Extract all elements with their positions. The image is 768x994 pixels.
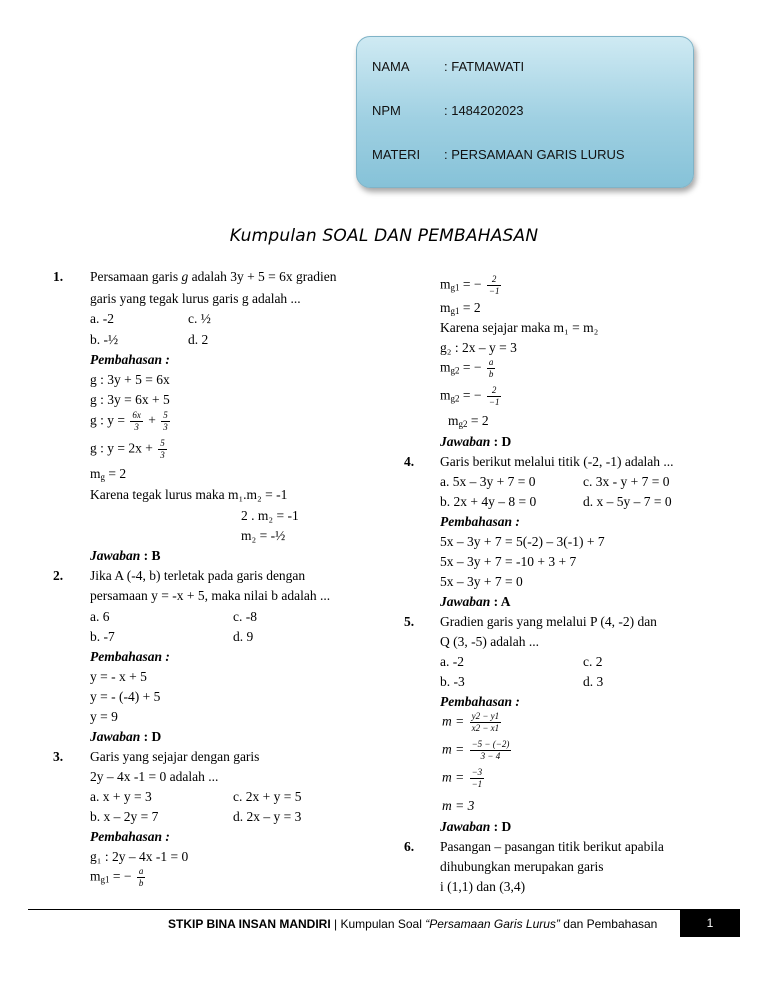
solution-step: g : y = $\frac{6x}{3}$ + $\frac{5}{3}$ <box>90 410 168 432</box>
pembahasan-heading: Pembahasan : <box>440 514 520 529</box>
option-a: a. 5x – 3y + 7 = 0 <box>440 474 536 489</box>
fraction: $\frac{6x}{3}$ <box>132 410 141 432</box>
fraction: $\frac{2}{-1}$ <box>488 385 500 407</box>
answer: Jawaban : D <box>440 434 512 449</box>
solution-step: $m_{g1} = 2$ <box>440 300 481 316</box>
solution-step: $m_{g1}$ = − $\frac{a}{b}$ <box>90 866 144 888</box>
solution-step: m = $\frac{y2 - y1}{x2 - x1}$ <box>442 711 500 733</box>
option-b: b. -½ <box>90 332 119 347</box>
solution-step: g : y = 2x + $\frac{5}{3}$ <box>90 438 165 460</box>
option-c: c. 2x + y = 5 <box>233 789 302 804</box>
solution-step: $m_{g1}$ = − $\frac{2}{-1}$ <box>440 274 500 296</box>
question-number: 6. <box>404 839 415 854</box>
fraction: $\frac{5}{3}$ <box>163 410 168 432</box>
option-c: c. 2 <box>583 654 603 669</box>
fraction: $\frac{a}{b}$ <box>488 357 494 379</box>
solution-step: m = 3 <box>442 798 475 813</box>
answer: Jawaban : D <box>90 729 162 744</box>
solution-step: m = $\frac{-3}{-1}$ <box>442 767 483 789</box>
question-text: Garis berikut melalui titik (-2, -1) adalah ... <box>440 454 674 469</box>
answer: Jawaban : A <box>440 594 511 609</box>
question-text: Pasangan – pasangan titik berikut apabila <box>440 839 664 854</box>
option-a: a. -2 <box>90 311 114 326</box>
option-d: d. x – 5y – 7 = 0 <box>583 494 672 509</box>
solution-step: y = 9 <box>90 709 118 724</box>
solution-step: 5x – 3y + 7 = -10 + 3 + 7 <box>440 554 577 569</box>
page-number: 1 <box>680 909 740 937</box>
solution-step: g₁ : 2y – 4x -1 = 0 <box>90 849 189 864</box>
fraction: $\frac{-3}{-1}$ <box>471 767 483 789</box>
question-number: 3. <box>53 749 64 764</box>
solution-step: Karena sejajar maka m₁ = m₂ <box>440 320 599 335</box>
solution-step: $m_{g2}$ = − $\frac{a}{b}$ <box>440 357 494 379</box>
footer-divider <box>28 909 740 910</box>
solution-step: Karena tegak lurus maka m₁.m₂ = -1 <box>90 487 288 502</box>
pembahasan-heading: Pembahasan : <box>90 829 170 844</box>
option-c: c. ½ <box>188 311 211 326</box>
identity-row-npm: NPM : 1484202023 <box>372 103 524 118</box>
option-b: b. 2x + 4y – 8 = 0 <box>440 494 537 509</box>
answer: Jawaban : D <box>440 819 512 834</box>
fraction: $\frac{a}{b}$ <box>138 866 144 888</box>
question-number: 5. <box>404 614 415 629</box>
pembahasan-heading: Pembahasan : <box>90 352 170 367</box>
question-text: dihubungkan merupakan garis <box>440 859 604 874</box>
option-b: b. x – 2y = 7 <box>90 809 159 824</box>
question-text: Persamaan garis g adalah 3y + 5 = 6x gradien <box>90 269 337 284</box>
identity-row-name: NAMA : FATMAWATI <box>372 59 525 74</box>
question-number: 2. <box>53 568 64 583</box>
solution-step: 2 . m₂ = -1 <box>241 508 299 523</box>
identity-row-materi: MATERI : PERSAMAAN GARIS LURUS <box>372 147 625 162</box>
question-number: 4. <box>404 454 415 469</box>
footer-text: STKIP BINA INSAN MANDIRI | Kumpulan Soal “Persamaan Garis Lurus” dan Pembahasan <box>168 917 658 931</box>
option-a: a. -2 <box>440 654 464 669</box>
question-text: persamaan y = -x + 5, maka nilai b adalah ... <box>90 588 331 603</box>
option-a: a. 6 <box>90 609 110 624</box>
question-number: 1. <box>53 269 64 284</box>
solution-step: 5x – 3y + 7 = 5(-2) – 3(-1) + 7 <box>440 534 605 549</box>
option-b: b. -3 <box>440 674 465 689</box>
question-text: garis yang tegak lurus garis g adalah ... <box>90 291 301 306</box>
solution-step: m = $\frac{-5 - (-2)}{3 - 4}$ <box>442 739 510 761</box>
solution-step: m₂ = -½ <box>241 528 286 543</box>
solution-step: g : 3y = 6x + 5 <box>90 392 170 407</box>
option-d: d. 2 <box>188 332 209 347</box>
fraction: $\frac{2}{-1}$ <box>488 274 500 296</box>
question-text: Jika A (-4, b) terletak pada garis dengan <box>90 568 306 583</box>
question-text: 2y – 4x -1 = 0 adalah ... <box>90 769 219 784</box>
solution-step: y = - (-4) + 5 <box>90 689 161 704</box>
option-c: c. 3x - y + 7 = 0 <box>583 474 670 489</box>
pembahasan-heading: Pembahasan : <box>90 649 170 664</box>
solution-step: 5x – 3y + 7 = 0 <box>440 574 523 589</box>
answer: Jawaban : B <box>90 548 161 563</box>
fraction: $\frac{5}{3}$ <box>160 438 165 460</box>
solution-step: g : 3y + 5 = 6x <box>90 372 170 387</box>
question-text: i (1,1) dan (3,4) <box>440 879 526 894</box>
solution-step: y = - x + 5 <box>90 669 147 684</box>
option-d: d. 2x – y = 3 <box>233 809 302 824</box>
option-a: a. x + y = 3 <box>90 789 152 804</box>
fraction: $\frac{-5 - (-2)}{3 - 4}$ <box>471 739 510 761</box>
question-text: Garis yang sejajar dengan garis <box>90 749 260 764</box>
option-b: b. -7 <box>90 629 115 644</box>
option-d: d. 9 <box>233 629 254 644</box>
fraction: $\frac{y2 - y1}{x2 - x1}$ <box>471 711 500 733</box>
option-d: d. 3 <box>583 674 604 689</box>
option-c: c. -8 <box>233 609 257 624</box>
question-text: Gradien garis yang melalui P (4, -2) dan <box>440 614 657 629</box>
document-title: Kumpulan SOAL DAN PEMBAHASAN <box>229 226 539 246</box>
pembahasan-heading: Pembahasan : <box>440 694 520 709</box>
solution-step: $m_g = 2$ <box>90 466 127 482</box>
solution-step: $m_{g2} = 2$ <box>448 413 489 429</box>
solution-step: $m_{g2}$ = − $\frac{2}{-1}$ <box>440 385 500 407</box>
question-text: Q (3, -5) adalah ... <box>440 634 539 649</box>
solution-step: g₂ : 2x – y = 3 <box>440 340 517 355</box>
